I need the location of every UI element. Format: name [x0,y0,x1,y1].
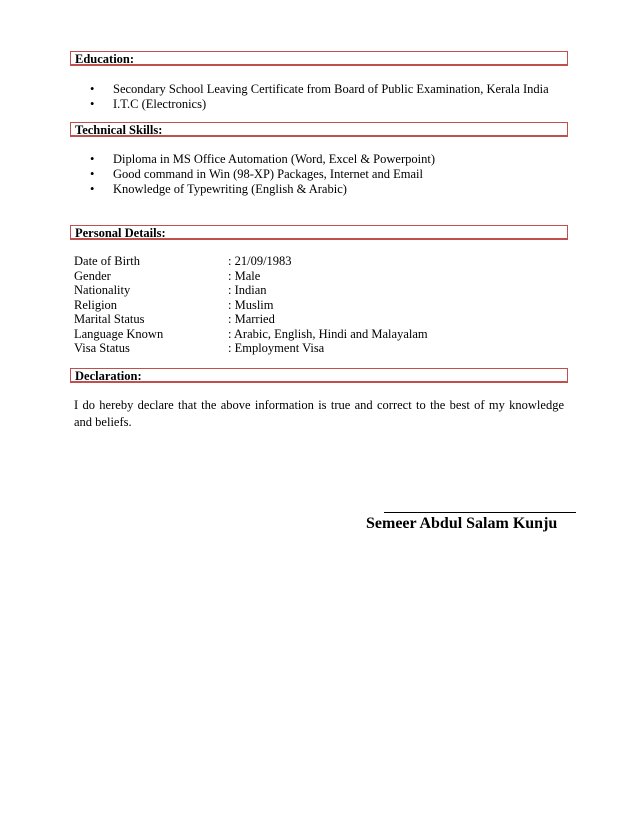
personal-details-table [74,254,428,356]
declaration-heading-box [70,368,568,383]
technical-skills-heading-box [70,122,568,137]
table-row [74,312,428,327]
table-row [74,341,428,356]
signature-line [384,512,576,513]
row-label: Date of Birth [74,254,140,268]
row-label: Gender [74,268,111,283]
declaration-text: I do hereby declare that the above information is true and correct to the best of my knowledge and beliefs. [74,398,564,429]
row-value: : Married [228,312,275,326]
list-item: • Secondary School Leaving Certificate from Board of Public Examination, Kerala India [90,82,549,97]
table-row [74,298,428,313]
table-row [74,254,428,269]
list-item: • I.T.C (Electronics) [90,97,549,112]
list-item: • Diploma in MS Office Automation (Word, Excel & Powerpoint) [90,152,435,167]
list-item: • Good command in Win (98-XP) Packages, Internet and Email [90,167,435,182]
row-label: Marital Status [74,312,145,326]
list-item: • Knowledge of Typewriting (English & Arabic) [90,182,435,197]
row-value: : Male [228,268,261,283]
row-label: Language Known [74,326,164,341]
personal-details-heading: Personal Details: [75,226,166,240]
technical-skills-list [90,152,435,197]
education-heading-box [70,51,568,66]
table-row [74,269,428,284]
row-value: : Arabic, English, Hindi and Malayalam [228,326,428,341]
row-label: Nationality [74,283,131,297]
row-value: : Muslim [228,297,274,312]
education-list [90,82,549,112]
declaration-heading: Declaration: [75,369,142,383]
row-label: Visa Status [74,341,130,355]
technical-skills-heading: Technical Skills: [75,123,163,137]
table-row [74,283,428,298]
personal-details-heading-box [70,225,568,240]
row-value: : 21/09/1983 [228,254,292,268]
row-value: : Employment Visa [228,341,325,355]
row-label: Religion [74,297,118,312]
education-heading: Education: [75,52,135,66]
signature-name: Semeer Abdul Salam Kunju [366,515,558,532]
table-row [74,327,428,342]
row-value: : Indian [228,283,267,297]
